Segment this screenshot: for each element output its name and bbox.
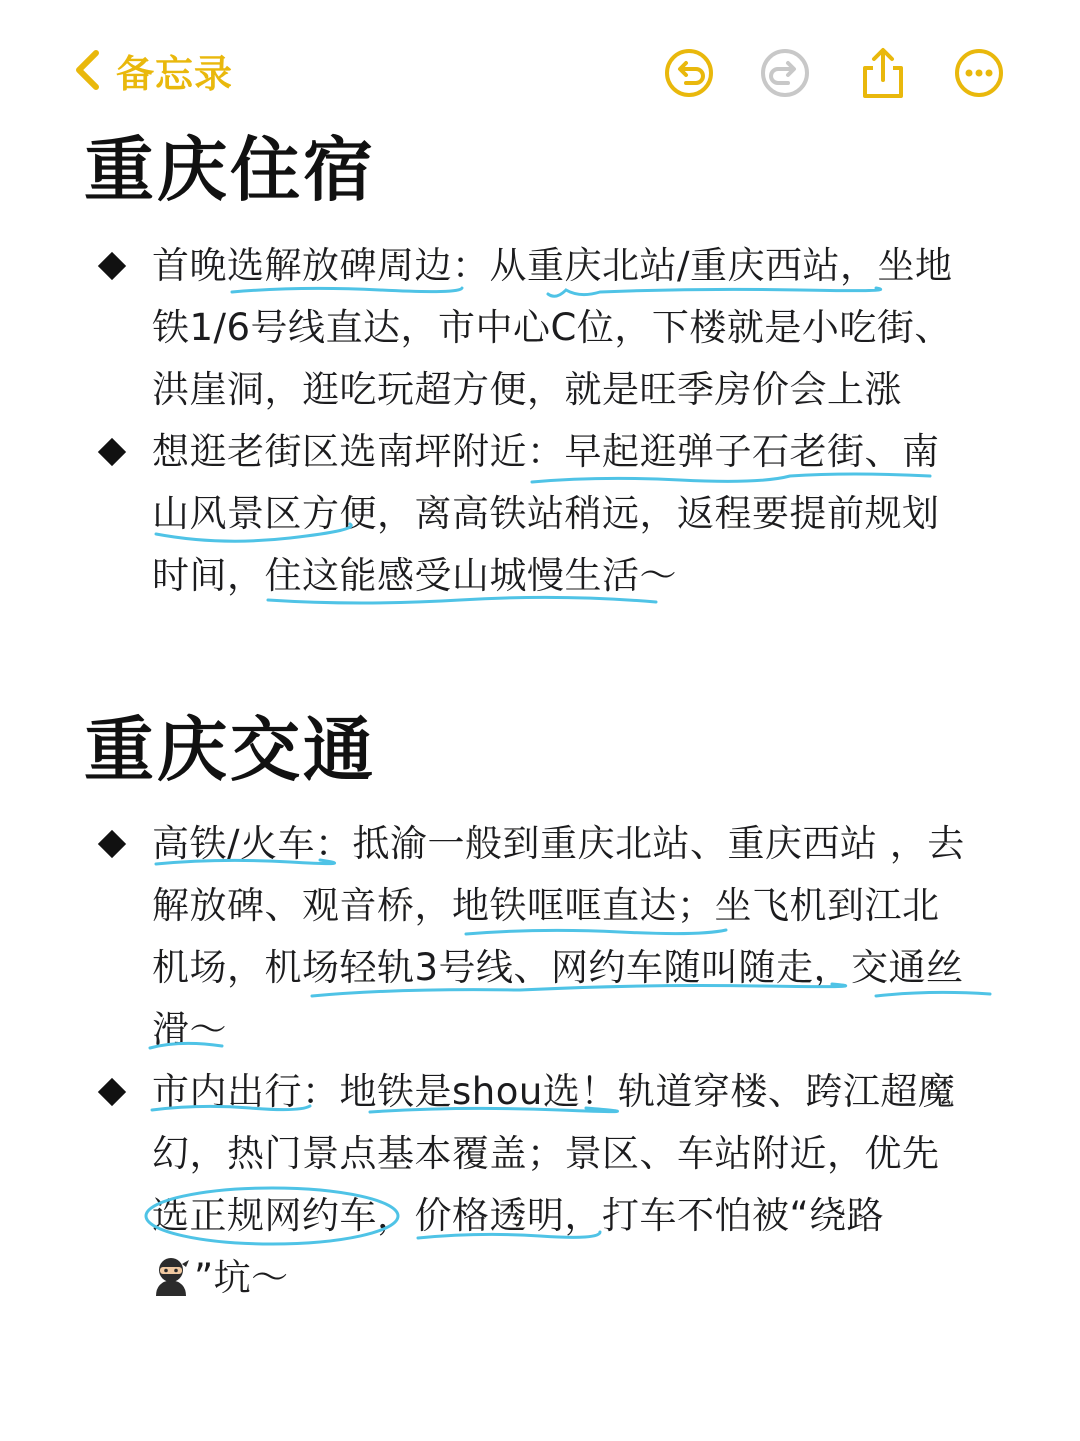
- note-text-line: 幻，热门景点基本覆盖；景区、车站附近，优先: [152, 1132, 940, 1175]
- note-text-line: 市内出行：地铁是shou选！轨道穿楼、跨江超魔: [152, 1070, 956, 1113]
- navigation-bar: [0, 0, 1080, 130]
- bullet-icon: [98, 830, 128, 860]
- more-icon[interactable]: [952, 46, 1006, 100]
- note-text-line-emoji: [152, 1256, 289, 1300]
- bullet-icon: [98, 438, 128, 468]
- note-text-line: 首晚选解放碑周边：从重庆北站/重庆西站，坐地: [152, 244, 953, 287]
- bullet-icon: [98, 1078, 128, 1108]
- share-icon[interactable]: [856, 46, 910, 100]
- note-text-line: 选正规网约车，价格透明，打车不怕被“绕路: [152, 1194, 885, 1237]
- section-title-lodging: 重庆住宿: [84, 129, 376, 211]
- note-text-line: ”坑～: [194, 1256, 289, 1299]
- note-text-line: 想逛老街区选南坪附近：早起逛弹子石老街、南: [152, 430, 940, 473]
- note-text-line: 铁1/6号线直达，市中心C位，下楼就是小吃街、: [152, 306, 952, 349]
- note-text-line: 机场，机场轻轨3号线、网约车随叫随走，交通丝: [152, 946, 964, 989]
- note-text-line: 高铁/火车：抵渝一般到重庆北站、重庆西站 ，去: [152, 822, 965, 865]
- ninja-emoji-icon: [152, 1256, 190, 1296]
- back-button-label: 备忘录: [116, 51, 234, 96]
- toolbar-actions: [0, 38, 1080, 108]
- note-text-line: 洪崖洞，逛吃玩超方便，就是旺季房价会上涨: [152, 368, 902, 411]
- undo-icon[interactable]: [662, 46, 716, 100]
- redo-icon[interactable]: [758, 46, 812, 100]
- note-text-line: 解放碑、观音桥，地铁哐哐直达；坐飞机到江北: [152, 884, 940, 927]
- note-text-line: 山风景区方便，离高铁站稍远，返程要提前规划: [152, 492, 940, 535]
- note-text-line: 滑～: [152, 1008, 227, 1051]
- section-title-transport: 重庆交通: [84, 709, 376, 791]
- note-text-line: 时间，住这能感受山城慢生活～: [152, 554, 677, 597]
- bullet-icon: [98, 252, 128, 282]
